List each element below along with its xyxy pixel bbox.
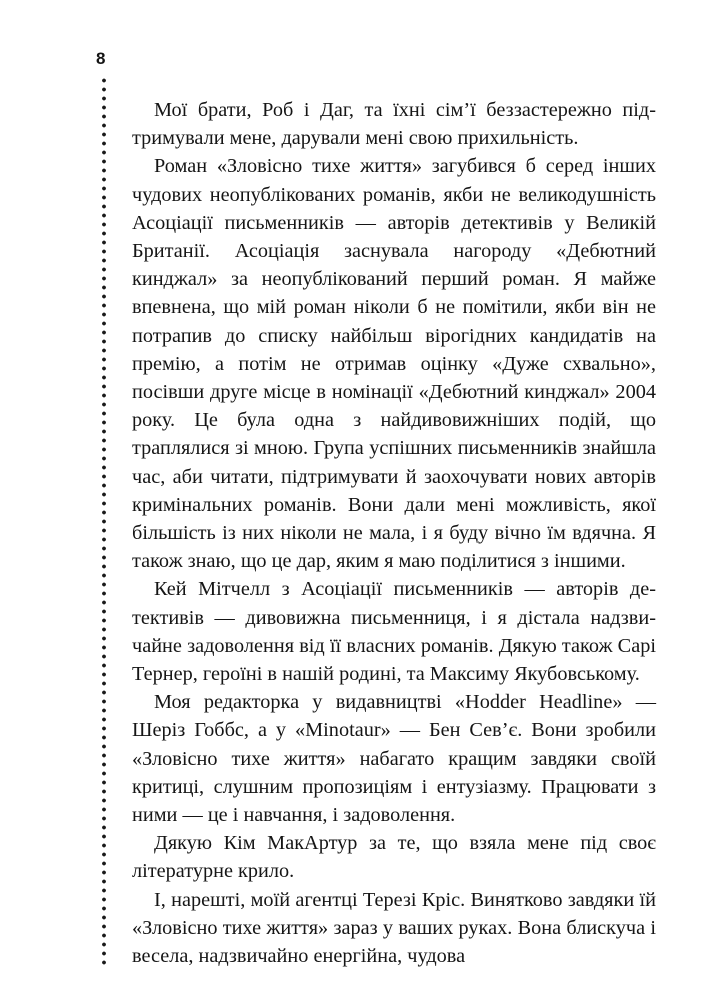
paragraph: Дякую Кім МакАртур за те, що взяла мене під своє літературне крило. <box>132 832 656 883</box>
paragraph: Мої брати, Роб і Даг, та їхні сім’ї беззастережно підтримували мене, дарували мені свою прихильність. <box>132 99 656 150</box>
paragraph: Кей Мітчелл з Асоціації письменників — авторів детективів — дивовижна письменниця, і я дістала надзвичайне задоволення від її власних романів. Дякую також Сарі Тернер, героїні в нашій родині, та Максиму Якубовському. <box>132 578 656 686</box>
page-number: 8 <box>96 49 106 68</box>
dotted-margin-line <box>102 76 106 966</box>
paragraph: І, нарешті, моїй агентці Терезі Кріс. Винятково завдяки їй «Зловісно тихе життя» зараз у ваших руках. Вона блискуча і весела, надзвичайно енергійна, чудова <box>132 888 656 968</box>
body-text <box>132 96 656 970</box>
paragraph: Роман «Зловісно тихе життя» загубився б серед інших чудових неопублікованих романів, якби не великодушність Асоціації письменників — авторів детективів у Великій Британії. Асоціація заснувала нагороду «Дебютний кинджал» за неопублікований перший роман. Я майже впевнена, що мій роман ніколи б не помітили, якби він не потрапив до списку найбільш вірогідних кандидатів на премію, а потім не отримав оцінку «Дуже схвально», посівши друге місце в номінації «Дебютний кинджал» 2004 року. Це була одна з найдивовижніших подій, що траплялися зі мною. Група успішних письменників знайшла час, аби читати, підтримувати й заохочувати нових авторів кримінальних романів. Вони дали мені можливість, якої більшість із них ніколи не мала, і я буду вічно їм вдячна. Я також знаю, що це дар, яким я маю поділитися з іншими. <box>132 155 656 573</box>
paragraph: Моя редакторка у видавництві «Hodder Headline» — Шеріз Гоббс, а у «Minotaur» — Бен Сев’є. Вони зробили «Зловісно тихе життя» набагато кращим завдяки своїй критиці, слушним пропозиціям і ентузіазму. Працювати з ними — це і навчання, і задоволення. <box>132 691 656 827</box>
